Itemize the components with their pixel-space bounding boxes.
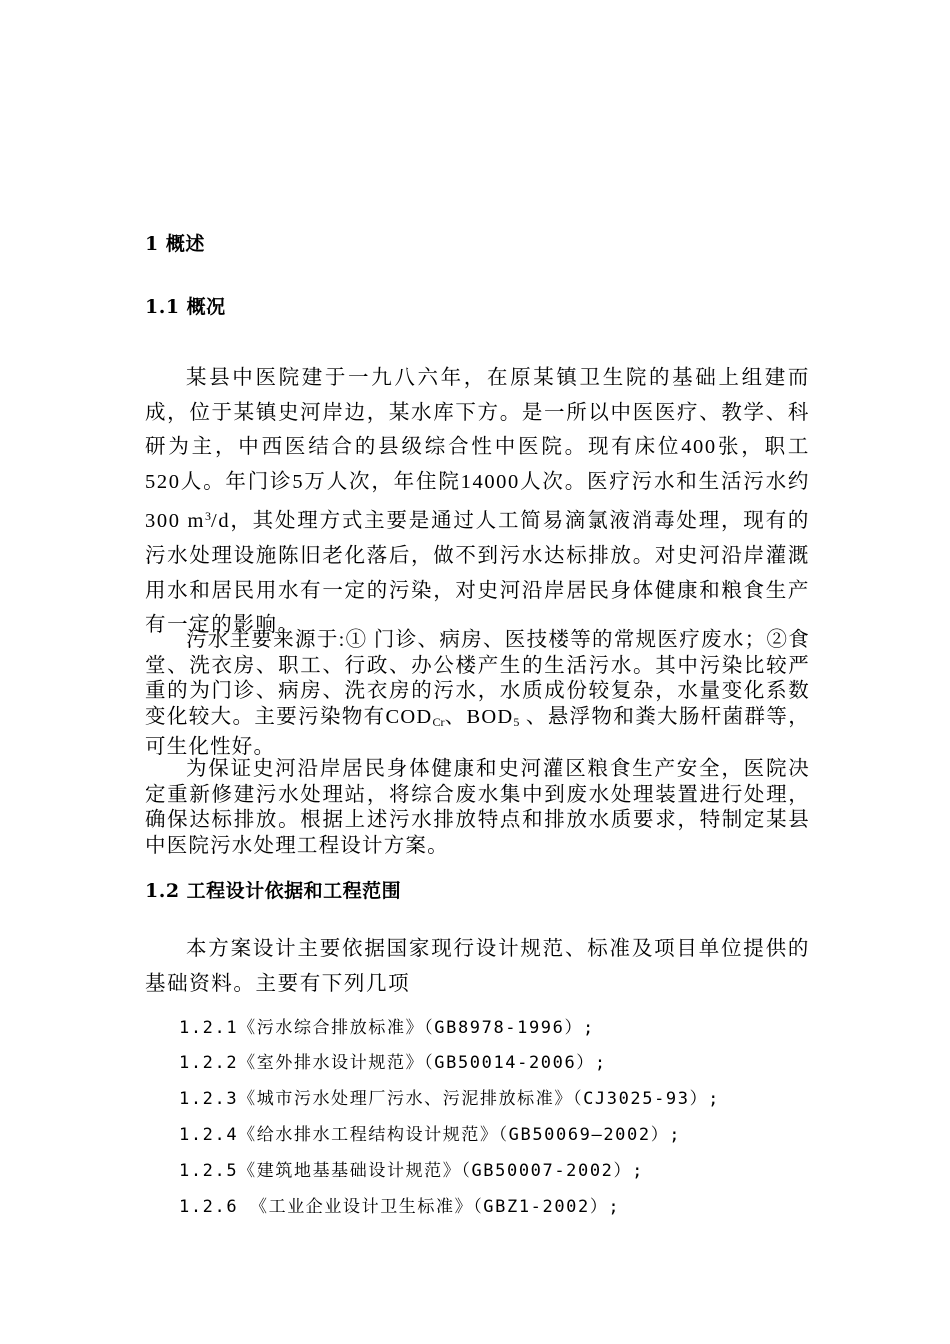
cubic-superscript: 3	[205, 509, 212, 524]
paragraph-sources-text-b: 、BOD	[444, 705, 514, 728]
paragraph-overview-text-b: /d，其处理方式主要是通过人工简易滴氯液消毒处理，现有的污水处理设施陈旧老化落后，做不到污水达标排放。对史河沿岸灌溉用水和居民用水有一定的污染，对史河沿岸居民身体健康和粮食生产有一定的影响。	[145, 510, 810, 637]
reference-item: 1.2.4《给水排水工程结构设计规范》（GB50069—2002）;	[179, 1125, 682, 1145]
reference-item: 1.2.1《污水综合排放标准》（GB8978-1996）;	[179, 1018, 595, 1038]
paragraph-sources-text-c: 、悬浮物和粪大肠杆菌群等，可生化性好。	[145, 705, 810, 758]
bod-subscript: 5	[513, 714, 520, 729]
reference-item: 1.2.3《城市污水处理厂污水、污泥排放标准》（CJ3025-93）;	[179, 1089, 721, 1109]
subsection-heading-1-2: 1.2 工程设计依据和工程范围	[145, 880, 402, 902]
reference-item: 1.2.6 《工业企业设计卫生标准》（GBZ1-2002）;	[179, 1197, 621, 1217]
paragraph-sources-text-a: 污水主要来源于:① 门诊、病房、医技楼等的常规医疗废水；②食堂、洗衣房、职工、行政、办公楼产生的生活污水。其中污染比较严重的为门诊、病房、洗衣房的污水，水质成份较复杂，水量变化系数变化较大。主要污染物有COD	[145, 629, 810, 728]
cod-subscript: Cr	[432, 714, 445, 729]
paragraph-overview-text-a: 某县中医院建于一九八六年，在原某镇卫生院的基础上组建而成，位于某镇史河岸边，某水库下方。是一所以中医医疗、教学、科研为主，中西医结合的县级综合性中医院。现有床位400张，职工520人。年门诊5万人次，年住院14000人次。医疗污水和生活污水约300 m	[145, 367, 810, 533]
paragraph-overview	[145, 361, 810, 643]
paragraph-design-basis: 本方案设计主要依据国家现行设计规范、标准及项目单位提供的基础资料。主要有下列几项	[145, 938, 810, 995]
section-heading-1: 1 概述	[145, 233, 205, 255]
reference-item: 1.2.2《室外排水设计规范》（GB50014-2006）;	[179, 1053, 607, 1073]
paragraph-pollution-sources	[145, 628, 810, 761]
paragraph-purpose: 为保证史河沿岸居民身体健康和史河灌区粮食生产安全，医院决定重新修建污水处理站，将综合废水集中到废水处理装置进行处理，确保达标排放。根据上述污水排放特点和排放水质要求，特制定某县中医院污水处理工程设计方案。	[145, 758, 810, 857]
subsection-heading-1-1: 1.1 概况	[145, 296, 226, 318]
reference-item: 1.2.5《建筑地基基础设计规范》（GB50007-2002）;	[179, 1161, 644, 1181]
